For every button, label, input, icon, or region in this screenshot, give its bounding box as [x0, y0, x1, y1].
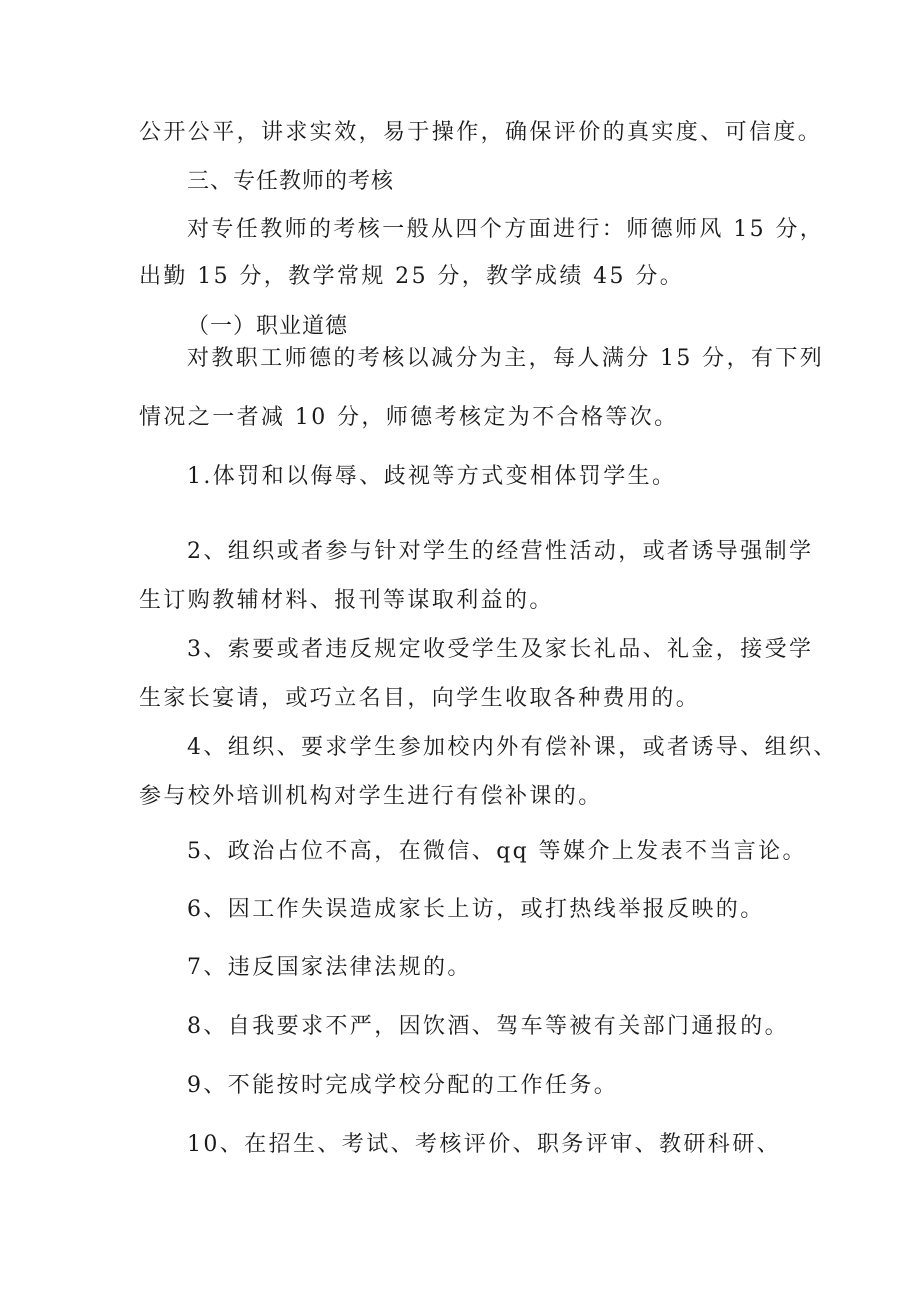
- section-paragraph-line-1: 对专任教师的考核一般从四个方面进行：师德师风 15 分，: [187, 217, 825, 242]
- list-item-7: 7、违反国家法律法规的。: [187, 955, 472, 980]
- list-item-3-line-2: 生家长宴请，或巧立名目，向学生收取各种费用的。: [139, 686, 701, 711]
- list-item-1-line-1: 1.体罚和以侮辱、歧视等方式变相体罚学生。: [187, 464, 677, 489]
- list-item-4-line-1: 4、组织、要求学生参加校内外有偿补课，或者诱导、组织、: [187, 735, 838, 760]
- list-item-2-line-2: 生订购教辅材料、报刊等谋取利益的。: [139, 588, 554, 613]
- ethics-paragraph-line-2: 情况之一者减 10 分，师德考核定为不合格等次。: [139, 405, 679, 430]
- intro-line: 公开公平，讲求实效，易于操作，确保评价的真实度、可信度。: [139, 120, 823, 145]
- section-heading: 三、专任教师的考核: [187, 169, 395, 194]
- list-item-8: 8、自我要求不严，因饮酒、驾车等被有关部门通报的。: [187, 1014, 789, 1039]
- subsection-heading: （一）职业道德: [187, 314, 349, 339]
- list-item-3-line-1: 3、索要或者违反规定收受学生及家长礼品、礼金，接受学: [187, 637, 814, 662]
- list-item-9: 9、不能按时完成学校分配的工作任务。: [187, 1073, 619, 1098]
- ethics-paragraph-line-1: 对教职工师德的考核以减分为主，每人满分 15 分，有下列: [187, 346, 825, 371]
- list-item-10: 10、在招生、考试、考核评价、职务评审、教研科研、: [187, 1132, 781, 1157]
- list-item-6: 6、因工作失误造成家长上访，或打热线举报反映的。: [187, 897, 765, 922]
- list-item-4-line-2: 参与校外培训机构对学生进行有偿补课的。: [139, 784, 603, 809]
- section-paragraph-line-2: 出勤 15 分，教学常规 25 分，教学成绩 45 分。: [139, 264, 685, 289]
- list-item-5: 5、政治占位不高，在微信、qq 等媒介上发表不当言论。: [187, 839, 807, 864]
- list-item-2-line-1: 2、组织或者参与针对学生的经营性活动，或者诱导强制学: [187, 539, 814, 564]
